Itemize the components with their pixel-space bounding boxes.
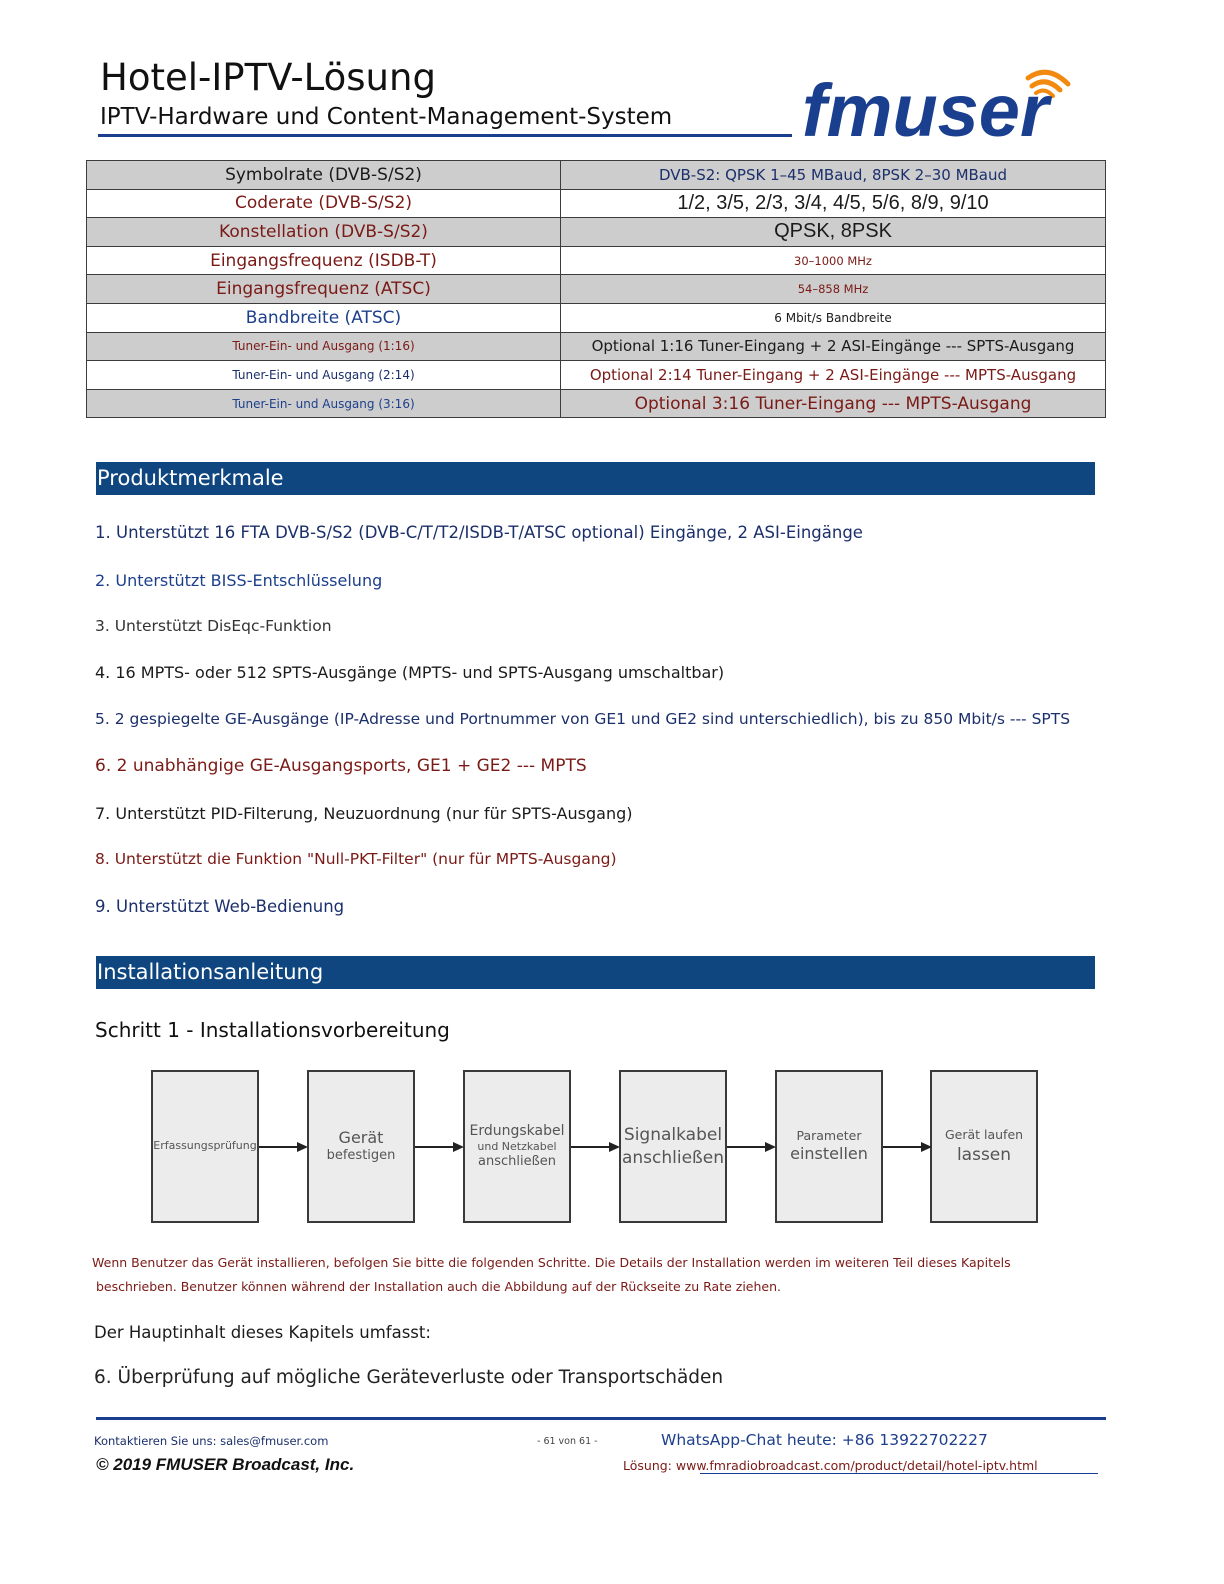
- spec-label: Tuner-Ein- und Ausgang (2:14): [87, 361, 561, 390]
- flow-step-connect-ground-power: [463, 1070, 571, 1223]
- step-heading: Schritt 1 - Installationsvorbereitung: [95, 1018, 450, 1042]
- flow-step-connect-signal: [619, 1070, 727, 1223]
- flow-step-text: lassen: [956, 1144, 1012, 1165]
- feature-item: 9. Unterstützt Web-Bedienung: [95, 897, 345, 916]
- arrow-right-icon: [883, 1139, 933, 1155]
- spec-value: Optional 1:16 Tuner-Eingang + 2 ASI-Eingänge --- SPTS-Ausgang: [561, 332, 1106, 361]
- arrow-right-icon: [571, 1139, 621, 1155]
- table-row: [87, 189, 1106, 218]
- section-title: Produktmerkmale: [97, 466, 284, 490]
- feature-item: 6. 2 unabhängige GE-Ausgangsports, GE1 + GE2 --- MPTS: [95, 756, 587, 776]
- table-row: [87, 361, 1106, 390]
- flow-step-run-device: [930, 1070, 1038, 1223]
- footer-contact[interactable]: Kontaktieren Sie uns: sales@fmuser.com: [94, 1434, 329, 1448]
- table-row: [87, 389, 1106, 418]
- spec-value: Optional 2:14 Tuner-Eingang + 2 ASI-Eingänge --- MPTS-Ausgang: [561, 361, 1106, 390]
- footer-divider: [96, 1417, 1106, 1420]
- spec-value: 30–1000 MHz: [561, 246, 1106, 275]
- flow-step-text: Signalkabel: [623, 1125, 723, 1146]
- footer-page-number: - 61 von 61 -: [537, 1436, 598, 1447]
- section-header-features: [96, 462, 1095, 495]
- arrow-right-icon: [415, 1139, 465, 1155]
- spec-label: Tuner-Ein- und Ausgang (3:16): [87, 389, 561, 418]
- spec-label: Konstellation (DVB-S/S2): [87, 218, 561, 247]
- install-paragraph-line: beschrieben. Benutzer können während der Installation auch die Abbildung auf der Rückseite zu Rate ziehen.: [96, 1279, 782, 1294]
- spec-table: [86, 160, 1106, 418]
- page-title: Hotel-IPTV-Lösung: [100, 56, 436, 99]
- chapter-item: 6. Überprüfung auf mögliche Geräteverluste oder Transportschäden: [94, 1367, 724, 1388]
- table-row: [87, 275, 1106, 304]
- arrow-right-icon: [727, 1139, 777, 1155]
- section-title: Installationsanleitung: [97, 960, 324, 984]
- feature-item: 7. Unterstützt PID-Filterung, Neuzuordnung (nur für SPTS-Ausgang): [95, 804, 633, 823]
- flow-step-text: und Netzkabel: [477, 1140, 557, 1153]
- flow-step-text: Erdungskabel: [469, 1122, 565, 1139]
- header-divider: [98, 134, 792, 137]
- table-row: [87, 246, 1106, 275]
- feature-item: 1. Unterstützt 16 FTA DVB-S/S2 (DVB-C/T/T2/ISDB-T/ATSC optional) Eingänge, 2 ASI-Eingänge: [95, 523, 863, 542]
- spec-value: DVB-S2: QPSK 1–45 MBaud, 8PSK 2–30 MBaud: [561, 161, 1106, 190]
- feature-item: 2. Unterstützt BISS-Entschlüsselung: [95, 571, 383, 590]
- spec-label: Coderate (DVB-S/S2): [87, 189, 561, 218]
- arrow-right-icon: [259, 1139, 309, 1155]
- table-row: [87, 332, 1106, 361]
- flow-step-set-parameters: [775, 1070, 883, 1223]
- footer-whatsapp[interactable]: WhatsApp-Chat heute: +86 13922702227: [661, 1431, 988, 1449]
- spec-label: Eingangsfrequenz (ATSC): [87, 275, 561, 304]
- section-header-installation: [96, 956, 1095, 989]
- flow-step-text: Parameter: [796, 1127, 862, 1143]
- flow-step-text: Gerät laufen: [944, 1127, 1024, 1143]
- feature-item: 8. Unterstützt die Funktion "Null-PKT-Filter" (nur für MPTS-Ausgang): [95, 850, 617, 868]
- link-underline: [700, 1473, 1098, 1474]
- flow-step-text: einstellen: [790, 1144, 868, 1164]
- spec-label: Bandbreite (ATSC): [87, 303, 561, 332]
- flow-step-text: befestigen: [326, 1148, 396, 1164]
- spec-value: QPSK, 8PSK: [561, 218, 1106, 247]
- flow-step-text: anschließen: [477, 1154, 556, 1170]
- spec-label: Tuner-Ein- und Ausgang (1:16): [87, 332, 561, 361]
- feature-item: 3. Unterstützt DisEqc-Funktion: [95, 617, 332, 635]
- fmuser-logo: [800, 56, 1100, 146]
- footer-copyright: © 2019 FMUSER Broadcast, Inc.: [96, 1455, 355, 1474]
- spec-label: Symbolrate (DVB-S/S2): [87, 161, 561, 190]
- flow-step-text: Erfassungsprüfung: [153, 1139, 257, 1153]
- feature-item: 5. 2 gespiegelte GE-Ausgänge (IP-Adresse und Portnummer von GE1 und GE2 sind unterschiedlich), bis zu 850 Mbit/s --- SPTS: [95, 710, 1071, 728]
- flow-step-inspection: [151, 1070, 259, 1223]
- flow-step-text: anschließen: [621, 1147, 725, 1168]
- spec-value: 6 Mbit/s Bandbreite: [561, 303, 1106, 332]
- install-paragraph-line: Wenn Benutzer das Gerät installieren, befolgen Sie bitte die folgenden Schritte. Die Details der Installation werden im weiteren Teil dieses Kapitels: [92, 1255, 1011, 1270]
- spec-value: 1/2, 3/5, 2/3, 3/4, 4/5, 5/6, 8/9, 9/10: [561, 189, 1106, 218]
- spec-value: Optional 3:16 Tuner-Eingang --- MPTS-Ausgang: [561, 389, 1106, 418]
- spec-value: 54–858 MHz: [561, 275, 1106, 304]
- page-subtitle: IPTV-Hardware und Content-Management-System: [100, 104, 673, 130]
- table-row: [87, 161, 1106, 190]
- flow-step-mount-device: [307, 1070, 415, 1223]
- table-row: [87, 218, 1106, 247]
- flow-step-text: Gerät: [338, 1127, 384, 1147]
- chapter-intro: Der Hauptinhalt dieses Kapitels umfasst:: [94, 1323, 431, 1342]
- table-row: [87, 303, 1106, 332]
- spec-label: Eingangsfrequenz (ISDB-T): [87, 246, 561, 275]
- feature-item: 4. 16 MPTS- oder 512 SPTS-Ausgänge (MPTS- und SPTS-Ausgang umschaltbar): [95, 663, 725, 682]
- logo-wordmark: fmuser: [802, 69, 1049, 146]
- footer-solution-link[interactable]: Lösung: www.fmradiobroadcast.com/product/detail/hotel-iptv.html: [623, 1458, 1038, 1473]
